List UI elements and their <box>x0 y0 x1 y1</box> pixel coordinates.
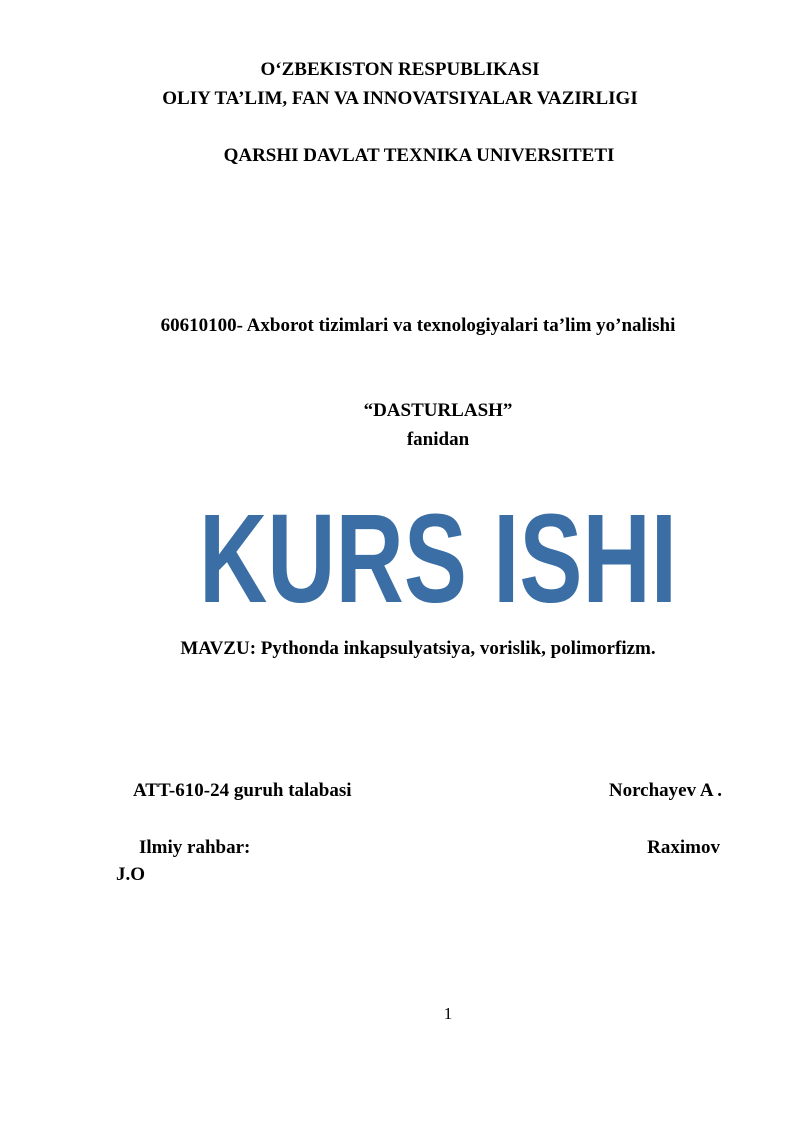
kurs-ishi-title <box>195 488 681 629</box>
topic-line: MAVZU: Pythonda inkapsulyatsiya, vorislik, polimorfizm. <box>180 638 656 659</box>
university-heading: QARSHI DAVLAT TEXNIKA UNIVERSITETI <box>223 145 615 166</box>
kurs-ishi-title-text: KURS ISHI <box>199 488 677 629</box>
subject-suffix: fanidan <box>406 429 470 450</box>
ministry-heading: OLIY TA’LIM, FAN VA INNOVATSIYALAR VAZIRLIGI <box>162 88 638 109</box>
subject-name: “DASTURLASH” <box>363 400 513 421</box>
advisor-name-part1: Raximov <box>647 837 720 858</box>
student-name: Norchayev A . <box>608 780 722 801</box>
program-line: 60610100- Axborot tizimlari va texnologiyalari ta’lim yo’nalishi <box>160 315 676 336</box>
page-number: 1 <box>443 1004 453 1023</box>
republic-heading: O‘ZBEKISTON RESPUBLIKASI <box>260 59 540 80</box>
student-label: ATT-610-24 guruh talabasi <box>133 780 352 801</box>
advisor-label: Ilmiy rahbar: <box>139 837 251 858</box>
advisor-name-part2: J.O <box>116 864 146 885</box>
